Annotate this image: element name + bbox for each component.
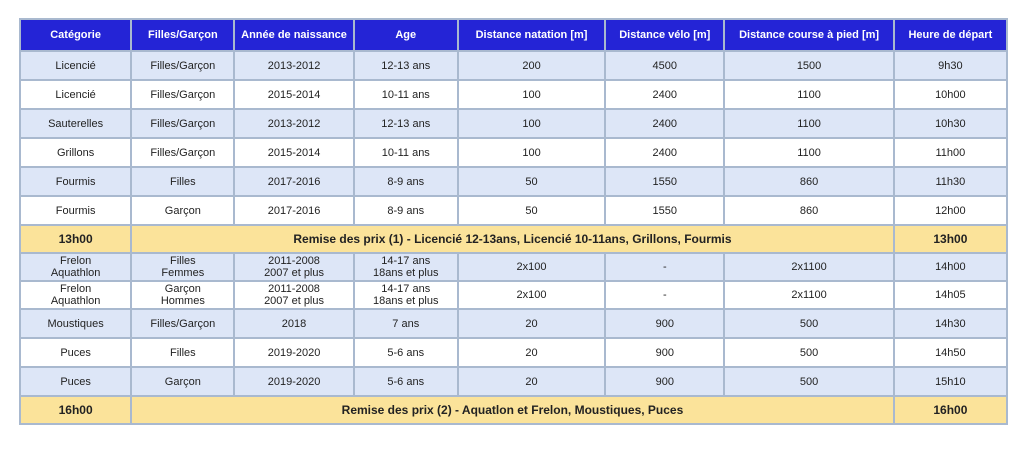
- header-annee-naissance: Année de naissance: [235, 20, 352, 50]
- table-row: [21, 197, 1006, 224]
- table-cell: 500: [725, 368, 892, 395]
- table-cell: 2017-2016: [235, 197, 352, 224]
- table-cell: Garçon: [132, 197, 233, 224]
- cell-line: Frelon: [60, 283, 92, 295]
- table-cell: Filles: [132, 168, 233, 195]
- table-cell: 8-9 ans: [355, 168, 457, 195]
- table-cell: [355, 282, 457, 308]
- table-cell: [606, 282, 723, 308]
- cell-line: Garçon: [164, 283, 201, 295]
- table-cell: Fourmis: [21, 168, 130, 195]
- table-row: [21, 52, 1006, 79]
- table-cell: [235, 254, 352, 280]
- cell-line: 18ans et plus: [373, 295, 439, 307]
- ceremony-row: [21, 226, 1006, 252]
- table-cell: 1550: [606, 168, 723, 195]
- table-cell: Grillons: [21, 139, 130, 166]
- table-cell: Filles: [132, 339, 233, 366]
- cell-line: 14-17 ans: [381, 283, 431, 295]
- table-cell: [132, 254, 233, 280]
- table-cell: 5-6 ans: [355, 339, 457, 366]
- table-cell: 900: [606, 310, 723, 337]
- table-cell: 11h00: [895, 139, 1006, 166]
- table-cell: 8-9 ans: [355, 197, 457, 224]
- table-cell: 200: [459, 52, 604, 79]
- table-cell: [235, 282, 352, 308]
- table-row: [21, 339, 1006, 366]
- table-cell: 9h30: [895, 52, 1006, 79]
- ceremony-time-right: 13h00: [895, 226, 1006, 252]
- table-cell: 2019-2020: [235, 368, 352, 395]
- table-cell: 20: [459, 310, 604, 337]
- table-cell: [21, 254, 130, 280]
- table-cell: 1500: [725, 52, 892, 79]
- cell-line: Femmes: [161, 267, 205, 279]
- table-cell: 900: [606, 339, 723, 366]
- cell-line: 14h05: [935, 289, 966, 301]
- cell-line: Aquathlon: [50, 295, 101, 307]
- header-row: [21, 20, 1006, 50]
- table-cell: Sauterelles: [21, 110, 130, 137]
- table-cell: 2400: [606, 139, 723, 166]
- table-cell: 15h10: [895, 368, 1006, 395]
- table-row: [21, 81, 1006, 108]
- header-distance-natation: Distance natation [m]: [459, 20, 604, 50]
- table-row: [21, 254, 1006, 280]
- cell-line: Aquathlon: [50, 267, 101, 279]
- table-cell: 1100: [725, 81, 892, 108]
- cell-line: 2x1100: [791, 289, 827, 301]
- table-cell: 2013-2012: [235, 52, 352, 79]
- table-cell: 860: [725, 168, 892, 195]
- header-heure-depart: Heure de départ: [895, 20, 1006, 50]
- cell-line: 2x100: [516, 289, 547, 301]
- header-categorie: Catégorie: [21, 20, 130, 50]
- cell-line: -: [662, 289, 667, 301]
- table-cell: 2013-2012: [235, 110, 352, 137]
- table-cell: [459, 254, 604, 280]
- table-cell: [606, 254, 723, 280]
- table-row: [21, 110, 1006, 137]
- table-cell: [355, 254, 457, 280]
- schedule-table: [19, 18, 1008, 425]
- table-cell: 12-13 ans: [355, 52, 457, 79]
- cell-line: 2x100: [516, 261, 547, 273]
- table-cell: 2400: [606, 81, 723, 108]
- table-cell: Puces: [21, 368, 130, 395]
- cell-line: 2011-2008: [268, 283, 320, 295]
- table-cell: 5-6 ans: [355, 368, 457, 395]
- header-age: Age: [355, 20, 457, 50]
- table-cell: 2017-2016: [235, 168, 352, 195]
- ceremony-time-left: 13h00: [21, 226, 130, 252]
- table-cell: [725, 282, 892, 308]
- table-cell: Filles/Garçon: [132, 52, 233, 79]
- table-cell: [21, 282, 130, 308]
- cell-line: Hommes: [160, 295, 205, 307]
- table-cell: 14h30: [895, 310, 1006, 337]
- table-cell: 500: [725, 310, 892, 337]
- ceremony-text: Remise des prix (1) - Licencié 12-13ans, Licencié 10-11ans, Grillons, Fourmis: [132, 226, 893, 252]
- table-cell: 20: [459, 339, 604, 366]
- ceremony-time-left: 16h00: [21, 397, 130, 423]
- cell-line: 2011-2008: [268, 255, 320, 267]
- table-row: [21, 310, 1006, 337]
- table-cell: 10h00: [895, 81, 1006, 108]
- ceremony-text: Remise des prix (2) - Aquatlon et Frelon, Moustiques, Puces: [132, 397, 893, 423]
- header-filles-garcon: Filles/Garçon: [132, 20, 233, 50]
- cell-line: 18ans et plus: [373, 267, 439, 279]
- table-cell: Filles/Garçon: [132, 81, 233, 108]
- table-cell: Puces: [21, 339, 130, 366]
- cell-line: 14-17 ans: [381, 255, 431, 267]
- cell-line: Frelon: [60, 255, 92, 267]
- table-cell: Filles/Garçon: [132, 310, 233, 337]
- cell-line: -: [662, 261, 667, 273]
- cell-line: 2007 et plus: [264, 267, 324, 279]
- table-cell: 7 ans: [355, 310, 457, 337]
- header-distance-course: Distance course à pied [m]: [725, 20, 892, 50]
- cell-line: 2007 et plus: [264, 295, 324, 307]
- schedule-table-container: [19, 18, 1008, 425]
- table-row: [21, 139, 1006, 166]
- table-cell: 10-11 ans: [355, 139, 457, 166]
- table-cell: 10-11 ans: [355, 81, 457, 108]
- table-cell: Filles/Garçon: [132, 139, 233, 166]
- table-cell: [132, 282, 233, 308]
- table-cell: 100: [459, 81, 604, 108]
- table-cell: 2400: [606, 110, 723, 137]
- header-distance-velo: Distance vélo [m]: [606, 20, 723, 50]
- table-cell: Moustiques: [21, 310, 130, 337]
- table-cell: 12h00: [895, 197, 1006, 224]
- table-cell: 2015-2014: [235, 81, 352, 108]
- table-cell: Filles/Garçon: [132, 110, 233, 137]
- table-cell: Licencié: [21, 52, 130, 79]
- cell-line: 2x1100: [791, 261, 827, 273]
- table-cell: 2018: [235, 310, 352, 337]
- table-cell: 50: [459, 197, 604, 224]
- table-cell: 1100: [725, 110, 892, 137]
- table-cell: Licencié: [21, 81, 130, 108]
- table-cell: 500: [725, 339, 892, 366]
- table-cell: 860: [725, 197, 892, 224]
- table-cell: 2015-2014: [235, 139, 352, 166]
- table-cell: 12-13 ans: [355, 110, 457, 137]
- table-cell: 1550: [606, 197, 723, 224]
- table-row: [21, 168, 1006, 195]
- table-cell: 10h30: [895, 110, 1006, 137]
- table-cell: 4500: [606, 52, 723, 79]
- cell-line: 14h00: [935, 261, 966, 273]
- table-cell: [725, 254, 892, 280]
- cell-line: Filles: [169, 255, 196, 267]
- ceremony-time-right: 16h00: [895, 397, 1006, 423]
- table-cell: 14h50: [895, 339, 1006, 366]
- table-cell: 100: [459, 110, 604, 137]
- table-row: [21, 368, 1006, 395]
- table-row: [21, 282, 1006, 308]
- table-cell: 2019-2020: [235, 339, 352, 366]
- table-cell: 1100: [725, 139, 892, 166]
- table-cell: [459, 282, 604, 308]
- table-cell: [895, 254, 1006, 280]
- table-cell: 11h30: [895, 168, 1006, 195]
- table-cell: Garçon: [132, 368, 233, 395]
- table-cell: 50: [459, 168, 604, 195]
- table-cell: 20: [459, 368, 604, 395]
- table-cell: 100: [459, 139, 604, 166]
- table-cell: [895, 282, 1006, 308]
- table-body: [21, 52, 1006, 423]
- ceremony-row: [21, 397, 1006, 423]
- table-cell: Fourmis: [21, 197, 130, 224]
- table-cell: 900: [606, 368, 723, 395]
